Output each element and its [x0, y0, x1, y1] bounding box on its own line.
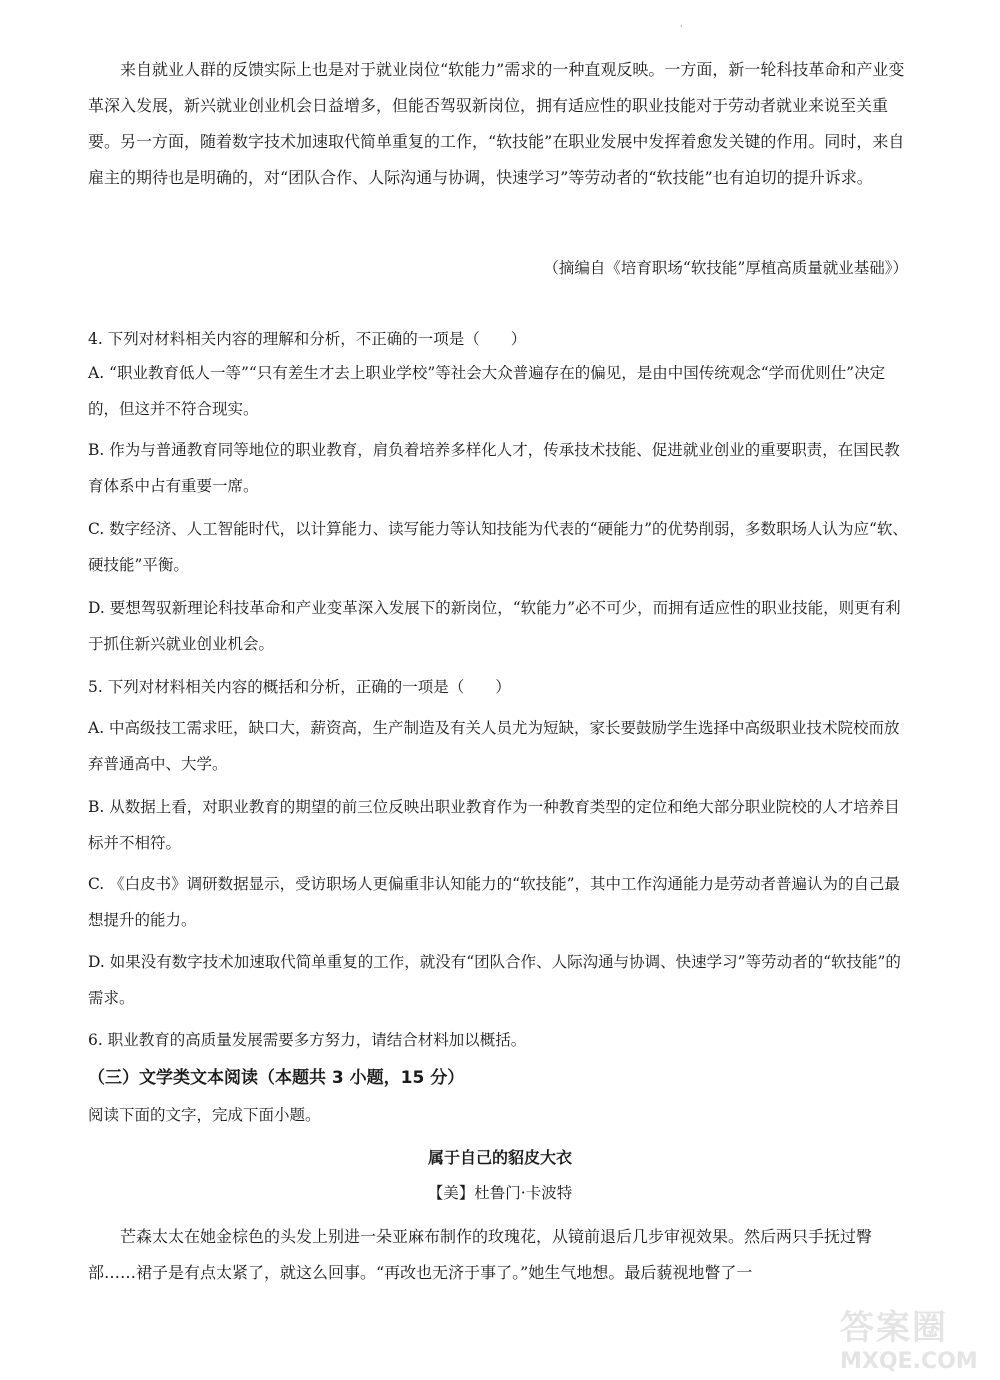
question-5-option-a: A. 中高级技工需求旺，缺口大，薪资高，生产制造及有关人员尤为短缺，家长要鼓励学生选择中高级职业技术院校而放弃普通高中、大学。	[88, 719, 900, 773]
question-5-stem: 5. 下列对材料相关内容的概括和分析，正确的一项是（ ）	[88, 678, 511, 696]
section-heading: （三）文学类文本阅读（本题共 3 小题，15 分）	[88, 1068, 465, 1088]
story-author: 【美】杜鲁门·卡波特	[427, 1184, 573, 1202]
question-4-option-a: A. “职业教育低人一等”“只有差生才去上职业学校”等社会大众普遍存在的偏见，是由中国传统观念“学而优则仕”决定的，但这并不符合现实。	[88, 364, 886, 418]
scan-dot: ·	[680, 22, 683, 31]
reading-instruction: 阅读下面的文字，完成下面小题。	[88, 1106, 321, 1124]
question-4-option-c: C. 数字经济、人工智能时代，以计算能力、读写能力等认知技能为代表的“硬能力”的优势削弱，多数职场人认为应“软、硬技能”平衡。	[88, 520, 908, 574]
question-4-option-b: B. 作为与普通教育同等地位的职业教育，肩负着培养多样化人才，传承技术技能、促进就业创业的重要职责，在国民教育体系中占有重要一席。	[88, 441, 900, 495]
story-paragraph: 芒森太太在她金棕色的头发上别进一朵亚麻布制作的玫瑰花，从镜前退后几步审视效果。然后两只手抚过臀部……裙子是有点太紧了，就这么回事。“再改也无济于事了。”她生气地想。最后藐视地瞥了一	[88, 1227, 873, 1282]
watermark-logo	[840, 1300, 990, 1372]
source-citation: （摘编自《培育职场“软技能”厚植高质量就业基础》）	[543, 259, 908, 277]
question-4-option-d: D. 要想驾驭新理论科技革命和产业变革深入发展下的新岗位，“软能力”必不可少，而拥有适应性的职业技能，则更有利于抓住新兴就业创业机会。	[88, 599, 901, 653]
story-title: 属于自己的貂皮大衣	[427, 1148, 572, 1167]
question-5-option-d: D. 如果没有数字技术加速取代简单重复的工作，就没有“团队合作、人际沟通与协调、快速学习”等劳动者的“软技能”的需求。	[88, 953, 901, 1007]
question-4-stem: 4. 下列对材料相关内容的理解和分析，不正确的一项是（ ）	[88, 330, 527, 348]
question-5-option-c: C. 《白皮书》调研数据显示，受访职场人更偏重非认知能力的“软技能”，其中工作沟通能力是劳动者普遍认为的自己最想提升的能力。	[88, 875, 901, 929]
question-6: 6. 职业教育的高质量发展需要多方努力，请结合材料加以概括。	[88, 1031, 527, 1049]
question-5-option-b: B. 从数据上看，对职业教育的期望的前三位反映出职业教育作为一种教育类型的定位和绝大部分职业院校的人才培养目标并不相符。	[88, 798, 900, 852]
passage-paragraph: 来自就业人群的反馈实际上也是对于就业岗位“软能力”需求的一种直观反映。一方面，新一轮科技革命和产业变革深入发展，新兴就业创业机会日益增多，但能否驾驭新岗位，拥有适应性的职业技能对于劳动者就业来说至关重要。另一方面，随着数字技术加速取代简单重复的工作，“软技能”在职业发展中发挥着愈发关键的作用。同时，来自雇主的期待也是明确的，对“团队合作、人际沟通与协调，快速学习”等劳动者的“软技能”也有迫切的提升诉求。	[88, 60, 905, 187]
watermark-url: MXQE.COM	[840, 1349, 978, 1374]
watermark-text: 答案圈	[840, 1308, 948, 1348]
